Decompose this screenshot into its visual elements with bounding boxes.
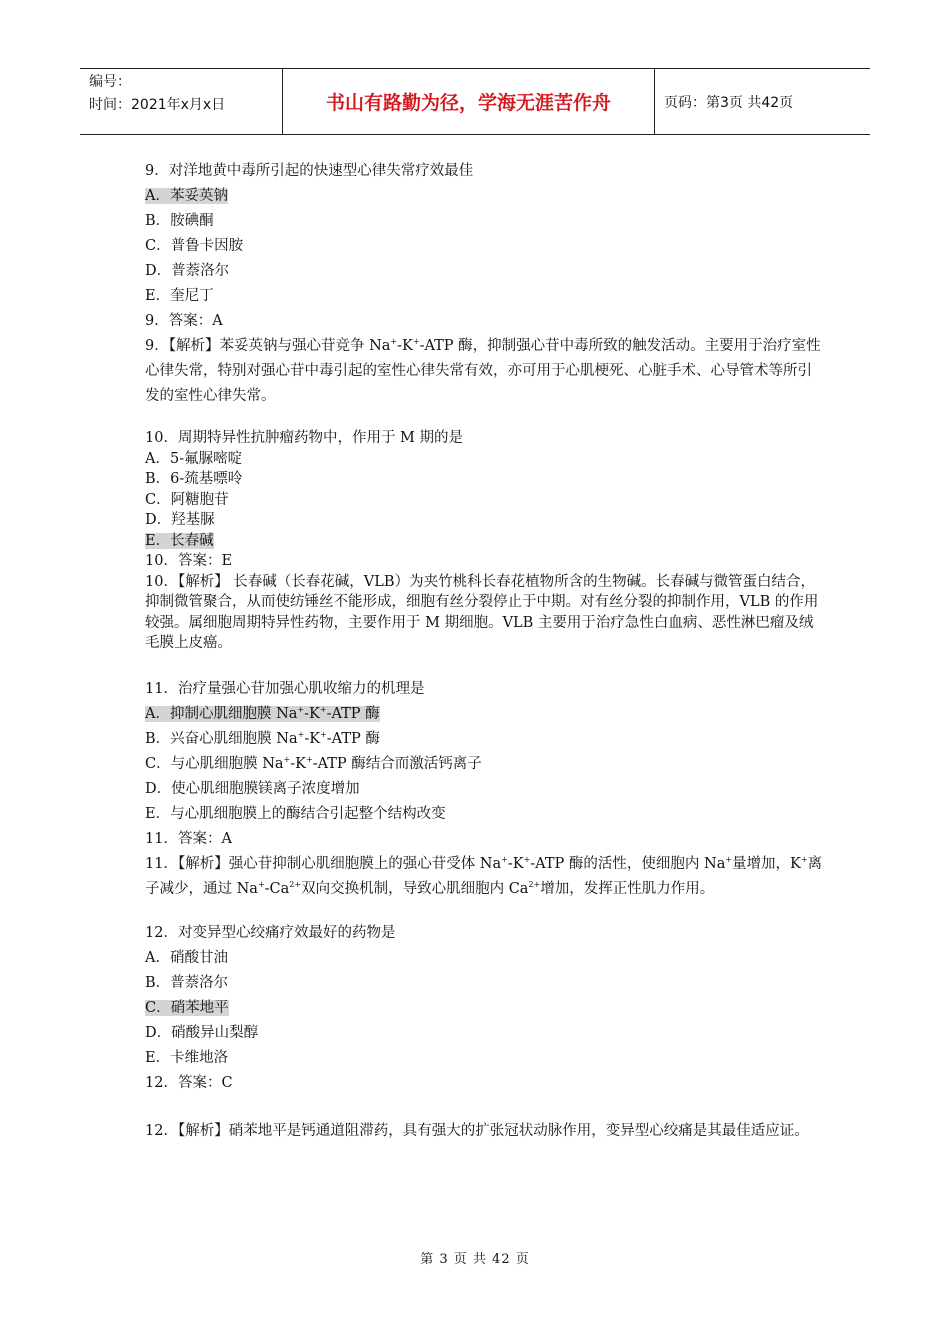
- option-e: [145, 531, 825, 552]
- spacer: [145, 902, 825, 921]
- option-c: C．阿糖胞苷: [145, 491, 229, 508]
- option-b: B．6-巯基嘌呤: [145, 471, 243, 487]
- question-10: [145, 428, 825, 654]
- option-d: D．使心肌细胞膜镁离子浓度增加: [145, 780, 360, 797]
- option-d: D．羟基脲: [145, 512, 215, 528]
- option-b: B．胺碘酮: [145, 213, 214, 229]
- option-a: A．5-氟脲嘧啶: [145, 450, 243, 467]
- option-a: [145, 702, 825, 727]
- correct-option-highlight: E．长春碱: [145, 532, 214, 549]
- option-a: A．硝酸甘油: [145, 949, 228, 966]
- question-stem: 11．治疗量强心苷加强心肌收缩力的机理是: [145, 680, 425, 697]
- spacer: [145, 654, 825, 677]
- document-number-label: 编号：: [89, 74, 131, 90]
- page-header: [80, 68, 870, 135]
- explanation: 10．【解析】 长春碱（长春花碱，VLB）为夹竹桃科长春花植物所含的生物碱。长春碱与微管蛋白结合，抑制微管聚合，从而使纺锤丝不能形成，细胞有丝分裂停止于中期。对有丝分裂的抑制作用，VLB 的作用较强。属细胞周期特异性药物，主要作用于 M 期细胞。VLB 主要用于治疗急性白血病、恶性淋巴瘤及绒毛膜上皮癌。: [145, 573, 819, 651]
- explanation: 12．【解析】硝苯地平是钙通道阻滞药，具有强大的扩张冠状动脉作用，变异型心绞痛是其最佳适应证。: [145, 1122, 809, 1139]
- option-d: D．硝酸异山梨醇: [145, 1024, 259, 1041]
- option-c: [145, 996, 825, 1021]
- header-meta: [80, 69, 283, 134]
- explanation: 9．【解析】苯妥英钠与强心苷竞争 Na+-K+-ATP 酶，抑制强心苷中毒所致的触发活动。主要用于治疗室性心律失常，特别对强心苷中毒引起的室性心律失常有效，亦可用于心肌梗死、心脏手术、心导管术等所引发的室性心律失常。: [145, 337, 821, 404]
- spacer: [145, 409, 825, 428]
- page-footer: 第 3 页 共 42 页: [420, 1252, 530, 1267]
- correct-option-highlight: C．硝苯地平: [145, 999, 229, 1016]
- spacer: [145, 1096, 825, 1119]
- option-e: E．与心肌细胞膜上的酶结合引起整个结构改变: [145, 805, 446, 822]
- header-page-label: 页码：第3页 共42页: [664, 94, 794, 111]
- answer-line: 10．答案：E: [145, 553, 233, 569]
- question-11: [145, 677, 825, 902]
- question-9: [145, 159, 825, 409]
- answer-line: 9．答案：A: [145, 313, 223, 329]
- document-body: [145, 159, 825, 1144]
- option-a: [145, 184, 825, 209]
- question-stem: 12．对变异型心绞痛疗效最好的药物是: [145, 924, 396, 941]
- option-b: B．普萘洛尔: [145, 974, 229, 991]
- option-e: E．卡维地洛: [145, 1049, 229, 1066]
- question-stem: 10．周期特异性抗肿瘤药物中，作用于 M 期的是: [145, 430, 464, 446]
- answer-line: 11．答案：A: [145, 830, 232, 847]
- option-b: B．兴奋心肌细胞膜 Na+-K+-ATP 酶: [145, 729, 380, 747]
- header-motto: 书山有路勤为径，学海无涯苦作舟: [283, 69, 655, 134]
- document-time-label: 时间：2021年x月x日: [89, 97, 226, 113]
- correct-option-highlight: A．苯妥英钠: [145, 188, 228, 204]
- option-c: C．普鲁卡因胺: [145, 238, 244, 254]
- option-c: C．与心肌细胞膜 Na+-K+-ATP 酶结合而激活钙离子: [145, 754, 482, 772]
- question-12: [145, 921, 825, 1144]
- answer-line: 12．答案：C: [145, 1074, 233, 1091]
- option-e: E．奎尼丁: [145, 288, 214, 304]
- explanation: 11．【解析】强心苷抑制心肌细胞膜上的强心苷受体 Na+-K+-ATP 酶的活性，使细胞内 Na+量增加，K+离子减少，通过 $Na^+-Ca^{2+}$双向交换机制，导致心肌细胞内 $Ca^{2+}$增加，发挥正性肌力作用。: [145, 854, 823, 897]
- correct-option-highlight: A．抑制心肌细胞膜 Na+-K+-ATP 酶: [145, 704, 380, 722]
- question-stem: 9．对洋地黄中毒所引起的快速型心律失常疗效最佳: [145, 163, 474, 179]
- option-d: D．普萘洛尔: [145, 263, 230, 279]
